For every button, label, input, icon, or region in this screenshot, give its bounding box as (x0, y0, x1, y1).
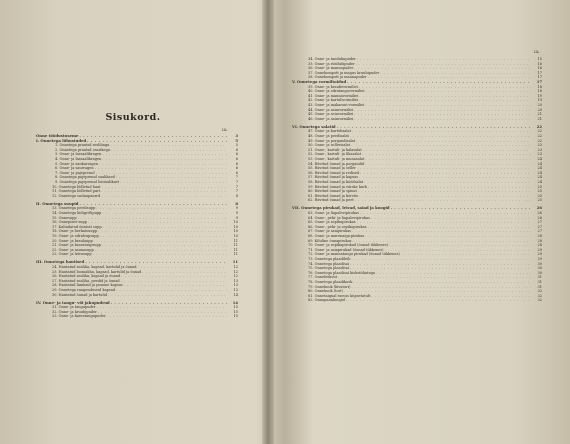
toc-page-number: 12 (233, 274, 238, 279)
toc-entry-title: IV. Õnne- ja tangu- või jahupudrud (36, 300, 110, 305)
toc-entry-title: 58. Riivitud õunad ja kõõdsalat (308, 179, 364, 184)
toc-page-number: 22 (536, 124, 542, 129)
toc-page-number: 26 (537, 215, 542, 220)
toc-entry-title: 2. Õnnetega prantsd osarikega (55, 147, 110, 152)
toc-page-number: 7 (235, 175, 238, 180)
toc-entry-title: 14. Õnnetega liidigvõlipupp (52, 211, 102, 215)
toc-entry-title: 59. Riivitud õunad ja värske kurk (308, 184, 368, 189)
toc-page-number: 14 (232, 300, 238, 305)
toc-entry-title: 10. Õnnetega lõdletud haat (52, 184, 101, 189)
toc-leader-dots (106, 314, 227, 319)
toc-entry-title: 61. Riivitud õunad ja kõrvits (308, 193, 359, 198)
toc-entry-title: 32. Õnne- ja kruubipuder (52, 309, 97, 314)
toc-page-number: 25 (537, 198, 542, 203)
toc-page-number: 32 (537, 298, 542, 303)
toc-page-number: 24 (537, 161, 542, 166)
toc-entry-title: 7. Õnne- ja pajeprennl (55, 170, 95, 175)
toc-page-number: 28 (537, 233, 542, 238)
toc-page-number: 8 (235, 201, 238, 206)
toc-title: Sisukord. (105, 112, 161, 123)
toc-entry-title: 24. Hautatud sealiha, kapsad, kartulid ja õunad (52, 265, 137, 270)
toc-entry-title: 79. Õnnekook (liivatort) (308, 284, 351, 289)
toc-page-number: 13 (233, 288, 238, 292)
toc-entry-title: 26. Hautatud sealiha, kapsad ja õunad (52, 274, 121, 279)
toc-entry-title: 8. Õnnetega pajeprennl sualikaed (55, 175, 115, 180)
toc-entry-title: 16. Õnnepiree-supp (52, 220, 88, 225)
toc-page-number: 10 (233, 229, 238, 234)
toc-page-number: 22 (537, 129, 542, 134)
toc-page-number: 31 (537, 279, 542, 284)
toc-page-number: 5 (235, 143, 238, 148)
toc-entry-title: 69. Kiluline õunapirukas (308, 238, 352, 243)
toc-page-number: 30 (537, 270, 542, 275)
toc-page-number: 17 (537, 75, 542, 80)
toc-page-number: 5 (235, 138, 238, 143)
toc-page-number: 16 (537, 66, 542, 71)
toc-entry-title: 53. Õnne-, kartuli- ja munasalat (308, 156, 365, 161)
toc-page-number: 21 (537, 116, 542, 121)
toc-entry-title: Õnne töödustuseme (36, 134, 79, 138)
toc-leader-dots (346, 298, 531, 303)
toc-entry-title: 6. Õnne- ja saurragen (55, 166, 94, 171)
toc-entry-title: III. Õnnetega hautised (36, 260, 85, 265)
toc-page-number: 11 (233, 247, 238, 252)
page-column-label: Lk. (534, 50, 540, 54)
toc-entry-title: 68. Õnne- ja murenaiga-pirukas (308, 233, 365, 238)
toc-page-number: 6 (235, 166, 238, 171)
toc-page-number: 12 (233, 269, 238, 274)
toc-page-number: 18 (537, 84, 542, 89)
toc-page-number: 15 (233, 309, 238, 314)
toc-page-number: 26 (536, 206, 542, 211)
page-column-label: Lk. (222, 128, 228, 132)
toc-entry-title: 63. Õnne- ja liapalevipirukas (308, 211, 359, 215)
toc-entry (36, 293, 238, 298)
toc-entry-title: 31. Õnne- ja tangupuder (52, 305, 96, 310)
toc-entry-title: 21. Õnne- ja kasrataupsupp (52, 243, 101, 248)
toc-entry-title: 28. Hautatud lambaid ja punane kapsas (52, 283, 123, 288)
toc-page-number: 9 (235, 215, 238, 220)
toc-page-number: 23 (537, 152, 542, 157)
toc-entry-title: 39. Õnne- ja kraubivormiliei (308, 84, 358, 89)
toc-page-number: 23 (537, 143, 542, 148)
toc-entry-title: VII. Õnnetega pirukad, leivad, saiad ja koogid (292, 206, 390, 211)
toc-entry-title: 80. Õnnekook (tort) (308, 289, 344, 294)
toc-page-number: 24 (537, 175, 542, 180)
toc-page-number: 28 (537, 243, 542, 248)
toc-entry-title: 36. Õnne- ja mannapuder (308, 66, 354, 71)
toc-page-number: 20 (537, 102, 542, 107)
toc-entry (292, 298, 542, 303)
toc-page-number: 20 (537, 107, 542, 112)
toc-page-number: 12 (233, 265, 238, 270)
toc-entry-title: 11. Õnnetega lõdletud part (52, 189, 101, 194)
toc-entry-title: 25. Hautatud loomaliha, kapsad, kartulid ja õunad (52, 269, 142, 274)
toc-leader-dots (108, 293, 227, 298)
toc-entry (36, 194, 238, 199)
toc-leader-dots (101, 194, 227, 199)
toc-entry-title: 22. Õnne- ja saunasupp (52, 247, 94, 252)
toc-page-number: 29 (537, 256, 542, 261)
toc-page-number: 11 (232, 260, 238, 265)
toc-entry-title: 3. Õnne- ja lassaalibragen (55, 152, 102, 157)
toc-page-number: 14 (233, 292, 238, 297)
toc-entry-title: 73. Õnnetega plaadileib (308, 256, 351, 261)
toc-entry-title: 29. Õnnetega rangenduseid kapsad (52, 288, 116, 292)
toc-page-number: 6 (235, 161, 238, 166)
toc-page-number: 23 (537, 147, 542, 152)
toc-entry-title: 12. Õnnetega saslaapanrrd (52, 193, 101, 198)
toc-page-number: 19 (537, 98, 542, 103)
toc-page-number: 31 (537, 275, 542, 280)
toc-page-number: 30 (537, 261, 542, 266)
toc-page-number: 28 (537, 238, 542, 243)
toc-page-number: 32 (537, 289, 542, 294)
toc-entry-title: 41. Õnne- ja mannavormiliei (308, 93, 359, 98)
toc-entry-title: 18. Õnne- ja herkatsuupp (52, 229, 98, 234)
toc-page-number: 21 (537, 112, 542, 117)
toc-list-left (36, 134, 238, 319)
toc-page-number: 15 (233, 305, 238, 310)
toc-entry-title: 56. Riivitud õunad ja redised (308, 170, 360, 175)
toc-entry-title: 50. Õnne- ja sellerisalat (308, 143, 351, 148)
toc-page-number: 26 (537, 211, 542, 215)
toc-entry-title: 78. Õnnetega plaadikook (308, 279, 353, 284)
toc-entry (292, 198, 542, 203)
toc-page-number: 9 (235, 206, 238, 211)
toc-entry-title: 27. Hautatud sealiha, peedid ja õunad (52, 278, 120, 283)
toc-entry-title: I. Õnnetega lõhustuded (36, 138, 87, 143)
toc-page-number: 17 (536, 79, 542, 84)
toc-entry-title: 75. Õnnetega plaadisai (308, 266, 349, 271)
toc-page-number: 22 (537, 134, 542, 138)
toc-page-number: 10 (233, 220, 238, 225)
toc-entry-title: 65. Õnne- ja sepikupirukas (308, 220, 356, 225)
toc-page-number: 17 (537, 70, 542, 75)
toc-page-number: 13 (233, 283, 238, 288)
toc-page-number: 18 (537, 89, 542, 94)
toc-entry-title: 40. Õnne- ja odratangovormiliei (308, 89, 365, 94)
toc-entry-title: 48. Õnne- ja peedisalat (308, 134, 349, 138)
toc-leader-dots (93, 252, 227, 257)
toc-entry-title: 37. Õnnekompott ja magus kruubipuder (308, 70, 380, 75)
toc-page-number: 24 (537, 179, 542, 184)
toc-entry-title: 70. Õnne- ja sepikupirukad (õunad tükkenes) (308, 243, 389, 248)
toc-entry-title: 55. Riivitud õunad ja seller (308, 166, 356, 171)
toc-page-number: 11 (233, 243, 238, 248)
toc-entry-title: 51. Õnne-, kartuli- ja kalasalat (308, 147, 362, 152)
toc-entry-title: 81. Õnnetaignal rasvas küpsetatult (308, 293, 371, 298)
toc-entry-title: 52. Õnne-, kartuli- ja lihasalat (308, 152, 361, 157)
toc-entry-title: 54. Riivitud õunad ja porgandid (308, 161, 365, 166)
toc-page-number: 10 (233, 233, 238, 238)
toc-entry-title: 67. Õnne- ja saiapirukas (308, 229, 352, 234)
toc-entry-title: 23. Õnne- ja leivasupp (52, 252, 92, 257)
toc-page-number: 7 (235, 179, 238, 184)
toc-entry-title: V. Õnnetega vormiltoidud (292, 79, 347, 84)
toc-page-number: 22 (537, 138, 542, 143)
toc-page-number: 25 (537, 189, 542, 194)
toc-entry-title: 76. Õnnetega plaadisai biskviitkatega (308, 270, 375, 275)
toc-entry-title: 45. Õnne- ja seiavormiliei (308, 112, 354, 117)
toc-entry-title: 77. Õnnebiskviit (308, 275, 338, 280)
toc-entry-title: 42. Õnne- ja kartulivormiliei (308, 98, 359, 103)
toc-page-number: 11 (233, 238, 238, 243)
toc-entry-title: 46. Õnne- ja saiavormiliei (308, 116, 354, 121)
toc-page-number: 31 (537, 284, 542, 289)
toc-entry-title: 33. Õnne- ja kaeratangupuder (52, 314, 106, 319)
toc-page-number: 29 (537, 247, 542, 252)
toc-page-number: 7 (235, 189, 238, 194)
toc-page-number: 19 (537, 93, 542, 98)
toc-page-number: 32 (537, 293, 542, 298)
toc-entry (36, 314, 238, 319)
toc-page-number: 30 (537, 266, 542, 271)
toc-entry-title: 82. Õnnapannkoogid (308, 298, 345, 303)
toc-page-number: 24 (537, 156, 542, 161)
right-page (276, 0, 566, 444)
toc-page-number: 7 (235, 184, 238, 189)
toc-page-number: 6 (235, 170, 238, 175)
toc-entry-title: 47. Õnne- ja kartulisalat (308, 129, 351, 134)
toc-page-number: 29 (537, 252, 542, 257)
toc-page-number: 8 (235, 193, 238, 198)
toc-page-number: 6 (235, 152, 238, 157)
toc-page-number: 15 (233, 314, 238, 319)
toc-entry-title: II. Õnnetega suupid (36, 201, 79, 206)
toc-leader-dots (355, 198, 531, 203)
toc-entry-title: 74. Õnnetega plaadisai (308, 261, 349, 266)
toc-entry-title: 66. Õnne-, peki- ja sepikupirukas (308, 224, 367, 229)
toc-page-number: 25 (537, 184, 542, 189)
toc-page-number: 15 (537, 57, 542, 61)
toc-entry (36, 252, 238, 257)
toc-entry-title: 17. Kalindatud õnnisei supp (52, 224, 102, 229)
toc-entry-title: 43. Õnne- ja makaroni-vormiliei (308, 102, 365, 107)
toc-page-number: 16 (537, 61, 542, 66)
toc-entry-title: 62. Riivitud õunad ja peet (308, 198, 354, 203)
toc-entry-title: VI. Õnnetega salatid (292, 124, 336, 129)
toc-page-number: 27 (537, 220, 542, 225)
toc-entry-title: 35. Õnne- ja riisihüüpuder (308, 61, 355, 66)
toc-entry-title: 34. Õnne- ja tandukupuder (308, 57, 356, 61)
toc-page-number: 10 (233, 224, 238, 229)
toc-leader-dots (354, 117, 531, 122)
book-gutter (262, 0, 274, 444)
toc-entry-title: 38. Õnnekompott ja mannapuder (308, 75, 367, 80)
toc-entry-title: 49. Õnne- ja porgandisalat (308, 138, 356, 143)
toc-page-number: 6 (235, 147, 238, 152)
left-page (6, 0, 260, 444)
toc-page-number: 27 (537, 229, 542, 234)
toc-entry-title: 13. Õnnetega peedisupp (52, 206, 96, 211)
toc-entry-title: 64. Õnne-, peki- ja liapalevipirukas (308, 215, 370, 220)
toc-entry-title: 9. Õnnetega pajeprennl lentualikaet (55, 179, 120, 184)
toc-page-number: 27 (537, 224, 542, 229)
toc-page-number: 11 (233, 252, 238, 257)
toc-entry-title: 72. Õnne- ja mannatangu pirukad (õunad tükkenes) (308, 252, 400, 257)
toc-entry-title: 19. Õnne- ja odralsupsupp (52, 233, 99, 238)
toc-entry-title: 30. Hautatud õunad ja kartulid (52, 292, 107, 297)
toc-page-number: 9 (235, 211, 238, 215)
toc-entry (292, 117, 542, 122)
toc-entry-title: 57. Riivitud õunad ja kapsas (308, 175, 359, 180)
toc-page-number: 25 (537, 193, 542, 198)
toc-page-number: 13 (233, 278, 238, 283)
toc-page-number: 6 (235, 156, 238, 161)
toc-entry-title: 71. Õnne- ja saiapirukad (õunad tükkenes) (308, 247, 384, 252)
toc-entry-title: 15. Õnnesupp (52, 215, 77, 220)
toc-page-number: 3 (235, 134, 238, 138)
toc-page-number: 24 (537, 170, 542, 175)
toc-entry-title: 44. Õnne- ja saiavormiliei (308, 107, 354, 112)
toc-entry-title: 60. Riivitud õunad ja spinat (308, 189, 357, 194)
toc-entry-title: 20. Õnne- ja kraulaupp (52, 238, 93, 243)
toc-entry-title: 5. Õnne- ja sankurragen (55, 161, 98, 166)
toc-entry-title: 1. Õnnetega prantsd seslibaga (55, 143, 110, 148)
toc-list-right (292, 57, 542, 303)
toc-page-number: 24 (537, 166, 542, 171)
toc-entry-title: 4. Õnne- ja lassaalibragen (55, 156, 102, 161)
